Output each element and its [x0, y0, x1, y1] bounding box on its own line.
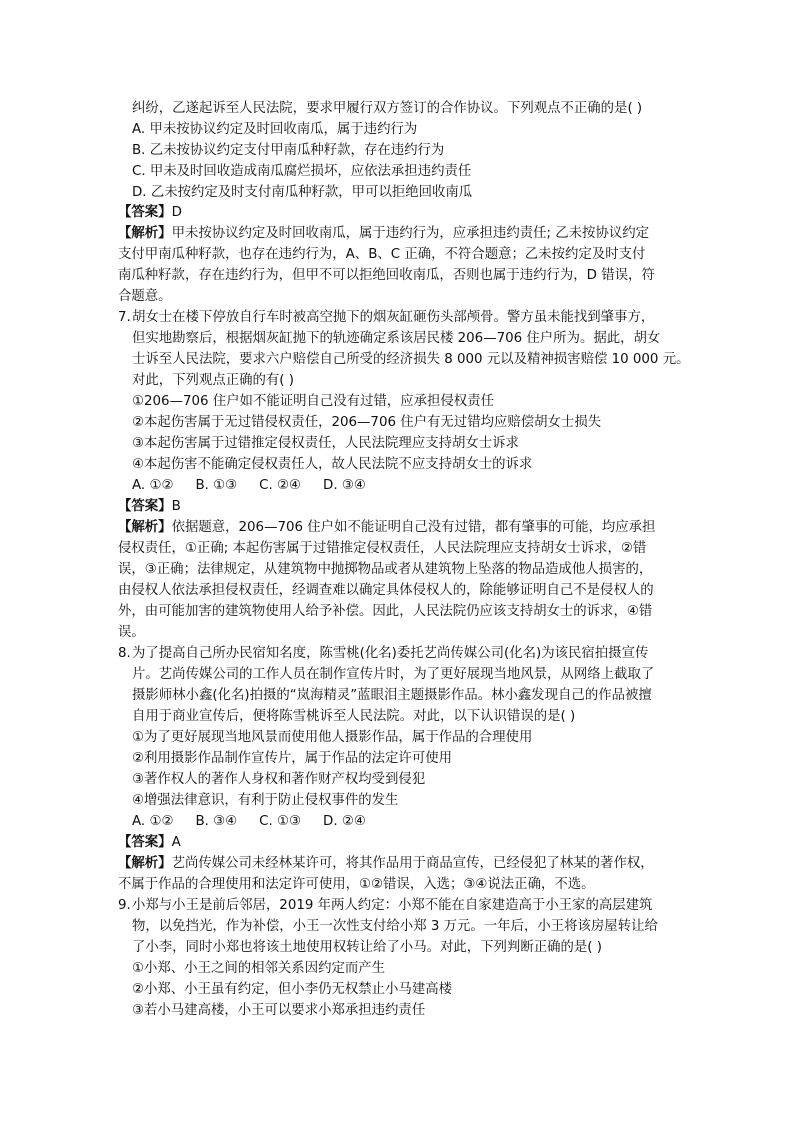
question-number: 8.: [118, 646, 131, 661]
stem-line: 物，以免挡光，作为补偿，小王一次性支付给小郑 3 万元。一年后，小王将该房屋转让给: [132, 919, 658, 934]
choices-row: [132, 476, 388, 496]
option-d: D. 乙未按约定及时支付南瓜种籽款，甲可以拒绝回收南瓜: [132, 185, 473, 200]
choice-b: B. ①③: [195, 478, 238, 493]
analysis-line: 误。: [118, 625, 145, 640]
analysis-line: 【解析】艺尚传媒公司未经林某许可，将其作品用于商品宣传，已经侵犯了林某的著作权，: [118, 856, 654, 871]
analysis-line: 南瓜种籽款，存在违约行为，但甲不可以拒绝回收南瓜，否则也属于违约行为，D 错误，符: [118, 268, 655, 283]
statement-2: ②利用摄影作品制作宣传片，属于作品的法定许可使用: [132, 751, 452, 766]
statement-1: ①为了更好展现当地风景而使用他人摄影作品，属于作品的合理使用: [132, 730, 533, 745]
analysis-label: 【解析】: [118, 520, 172, 535]
question-7-stem: 7.胡女士在楼下停放自行车时被高空抛下的烟灰缸砸伤头部颅骨。警方虽未能找到肇事方，: [118, 308, 654, 328]
choice-a: A. ①②: [132, 478, 174, 493]
analysis-line: 不属于作品的合理使用和法定许可使用，①②错误，入选；③④说法正确，不选。: [118, 877, 595, 892]
stem-line: 自用于商业宣传后，便将陈雪桃诉至人民法院。对此，以下认识错误的是( ): [132, 709, 576, 724]
answer-value: A: [171, 835, 181, 850]
question-6-stem: 纠纷，乙遂起诉至人民法院，要求甲履行双方签订的合作协议。下列观点不正确的是( ): [132, 101, 643, 116]
answer-label: 【答案】: [118, 205, 172, 220]
question-number: 9.: [118, 898, 131, 913]
statement-3: ③本起伤害属于过错推定侵权责任，人民法院理应支持胡女士诉求: [132, 436, 519, 451]
analysis-line: 【解析】甲未按协议约定及时回收南瓜，属于违约行为，应承担违约责任; 乙未按协议约定: [118, 226, 649, 241]
stem-line: 士诉至人民法院，要求六户赔偿自己所受的经济损失 8 000 元以及精神损害赔偿 10 000 元。: [132, 352, 690, 367]
stem-line: 摄影师林小鑫(化名)拍摄的“岚海精灵”蓝眼泪主题摄影作品。林小鑫发现自己的作品被擅: [132, 688, 652, 703]
choice-d: D. ②④: [323, 814, 366, 829]
statement-3: ③若小马建高楼，小王可以要求小郑承担违约责任: [132, 1003, 426, 1018]
answer-label: 【答案】: [118, 835, 172, 850]
option-b: B. 乙未按协议约定支付甲南瓜种籽款，存在违约行为: [132, 143, 445, 158]
stem-line: 对此，下列观点正确的有( ): [132, 373, 295, 388]
option-c: C. 甲未及时回收造成南瓜腐烂损坏，应依法承担违约责任: [132, 164, 472, 179]
stem-line: 片。艺尚传媒公司的工作人员在制作宣传片时，为了更好展现当地风景，从网络上截取了: [132, 667, 655, 682]
statement-2: ②小郑、小王虽有约定，但小李仍无权禁止小马建高楼: [132, 982, 452, 997]
analysis-line: 支付甲南瓜种籽款，也存在违约行为，A、B、C 正确，不符合题意；乙未按约定及时支付: [118, 247, 646, 262]
choice-d: D. ③④: [323, 478, 366, 493]
choice-b: B. ③④: [195, 814, 238, 829]
question-9-stem: 9.小郑与小王是前后邻居，2019 年两人约定：小郑不能在自家建造高于小王家的高层建筑: [118, 896, 652, 916]
analysis-line: 侵权责任，①正确; 本起伤害属于过错推定侵权责任，人民法院理应支持胡女士诉求，②错: [118, 541, 647, 556]
choice-c: C. ②④: [259, 478, 302, 493]
question-8-stem: 8.为了提高自己所办民宿知名度，陈雪桃(化名)委托艺尚传媒公司(化名)为该民宿拍摄宣传: [118, 644, 648, 664]
answer-label: 【答案】: [118, 499, 172, 514]
analysis-line: 合题意。: [118, 289, 172, 304]
statement-1: ①206—706 住户如不能证明自己没有过错，应承担侵权责任: [132, 394, 494, 409]
statement-4: ④增强法律意识，有利于防止侵权事件的发生: [132, 793, 399, 808]
analysis-label: 【解析】: [118, 226, 172, 241]
analysis-line: 由侵权人依法承担侵权责任，经调查难以确定具体侵权人的，除能够证明自己不是侵权人的: [118, 583, 654, 598]
choice-c: C. ①③: [259, 814, 302, 829]
answer-line: [118, 497, 181, 517]
statement-3: ③著作权人的著作人身权和著作财产权均受到侵犯: [132, 772, 426, 787]
analysis-line: 外，由可能加害的建筑物使用人给予补偿。因此，人民法院仍应该支持胡女士的诉求，④错: [118, 604, 653, 619]
analysis-line: 【解析】依据题意，206—706 住户如不能证明自己没有过错，都有肇事的可能，均应承担: [118, 520, 656, 535]
statement-2: ②本起伤害属于无过错侵权责任，206—706 住户有无过错均应赔偿胡女士损失: [132, 415, 602, 430]
statement-4: ④本起伤害不能确定侵权责任人，故人民法院不应支持胡女士的诉求: [132, 457, 533, 472]
answer-line: [118, 833, 181, 853]
stem-line: 了小李，同时小郑也将该土地使用权转让给了小马。对此，下列判断正确的是( ): [132, 940, 602, 955]
analysis-label: 【解析】: [118, 856, 172, 871]
choice-a: A. ①②: [132, 814, 174, 829]
option-a: A. 甲未按协议约定及时回收南瓜，属于违约行为: [132, 122, 418, 137]
statement-1: ①小郑、小王之间的相邻关系因约定而产生: [132, 961, 386, 976]
analysis-line: 误，③正确；法律规定，从建筑物中抛掷物品或者从建筑物上坠落的物品造成他人损害的，: [118, 562, 653, 577]
answer-value: B: [171, 499, 181, 514]
stem-line: 但实地勘察后，根据烟灰缸抛下的轨迹确定系该居民楼 206—706 住户所为。据此，胡女: [132, 331, 661, 346]
answer-line: [118, 203, 182, 223]
choices-row: [132, 812, 388, 832]
question-number: 7.: [118, 310, 131, 325]
answer-value: D: [171, 205, 182, 220]
